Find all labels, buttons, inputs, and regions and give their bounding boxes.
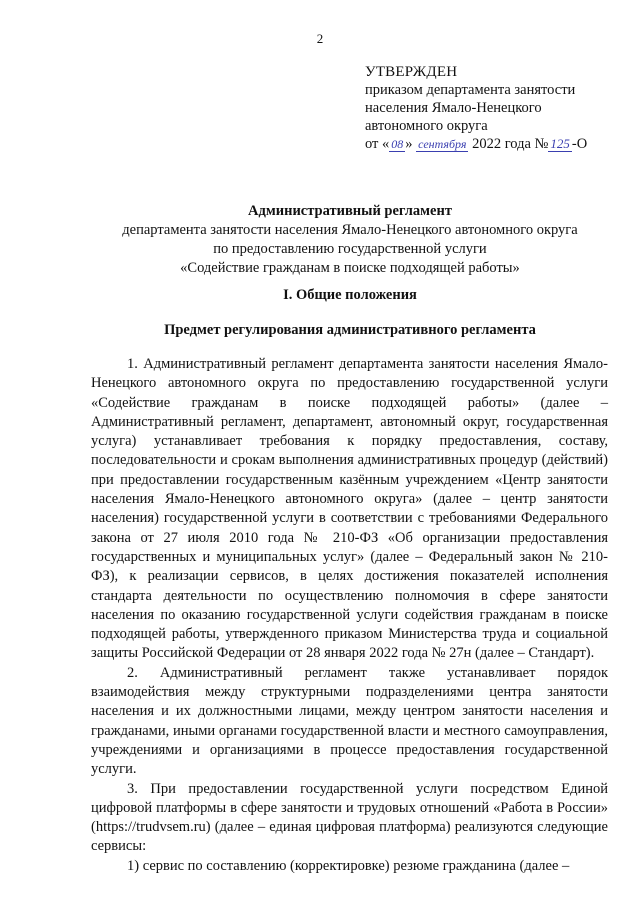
document-subtitle-line-3: «Содействие гражданам в поиске подходящей работы» (180, 260, 520, 276)
document-subtitle-line-1: департамента занятости населения Ямало-Ненецкого автономного округа (122, 222, 578, 238)
document-title-block (60, 202, 640, 278)
paragraph: 2. Административный регламент также устанавливает порядок взаимодействия между структурными подразделениями центра занятости населения и их должностными лицами, между центром занятости населения и гражданами, иными органами государственной власти и местного самоуправления, учреждениями и организациями в процессе предоставления государственной услуги. (91, 664, 608, 778)
document-title: Административный регламент (248, 203, 452, 219)
paragraph: 1. Административный регламент департамента занятости населения Ямало-Ненецкого автономного округа по предоставлению государственной услуги «Содействие гражданам в поиске подходящей работы» (далее – Административный регламент, департамент, автономный округ, государственная услуга) устанавливает требования к порядку предоставления, составу, последовательности и срокам выполнения административных процедур (действий) при предоставлении государственным казённым учреждением «Центр занятости населения Ямало-Ненецкого автономного округа» (далее – центр занятости населения) государственной услуги в соответствии с требованиями Федерального закона от 27 июля 2010 года № 210-ФЗ «Об организации предоставления государственных и муниципальных услуг» (далее – Федеральный закон № 210-ФЗ), к реализации сервисов, в целях достижения показателей исполнения стандарта деятельности по осуществлению полномочия в сфере занятости населения по оказанию государственной услуги содействия гражданам в поиске подходящей работы, утвержденного приказом Министерства труда и социальной защиты Российской Федерации от 28 января 2022 года № 27н (далее – Стандарт). (91, 356, 608, 662)
date-mid: » (405, 136, 413, 152)
handwritten-order-number: 125 (550, 136, 570, 151)
order-number-suffix: -О (571, 136, 588, 152)
approval-stamp (365, 63, 630, 153)
approval-heading: УТВЕРЖДЕН (365, 64, 458, 80)
section-heading: I. Общие положения (283, 287, 417, 303)
handwritten-day: 08 (391, 137, 404, 151)
page-number: 2 (316, 31, 324, 46)
date-prefix: от « (365, 136, 390, 152)
approval-line-1: приказом департамента занятости (365, 82, 576, 98)
document-subtitle-line-2: по предоставлению государственной услуги (213, 241, 487, 257)
approval-line-3: автономного округа (365, 118, 488, 134)
approval-line-2: населения Ямало-Ненецкого (365, 100, 542, 116)
handwritten-month: сентября (418, 137, 467, 151)
paragraph: 3. При предоставлении государственной услуги посредством Единой цифровой платформы в сфере занятости и трудовых отношений «Работа в России» (https://trudvsem.ru) (далее – единая цифровая платформа) реализуются следующие сервисы: (91, 780, 608, 855)
year-text: 2022 года № (472, 136, 549, 152)
body-text (91, 355, 608, 876)
paragraph: 1) сервис по составлению (корректировке) резюме гражданина (далее – (127, 857, 570, 874)
subsection-heading: Предмет регулирования административного регламента (164, 322, 536, 338)
approval-date-line (365, 135, 630, 153)
